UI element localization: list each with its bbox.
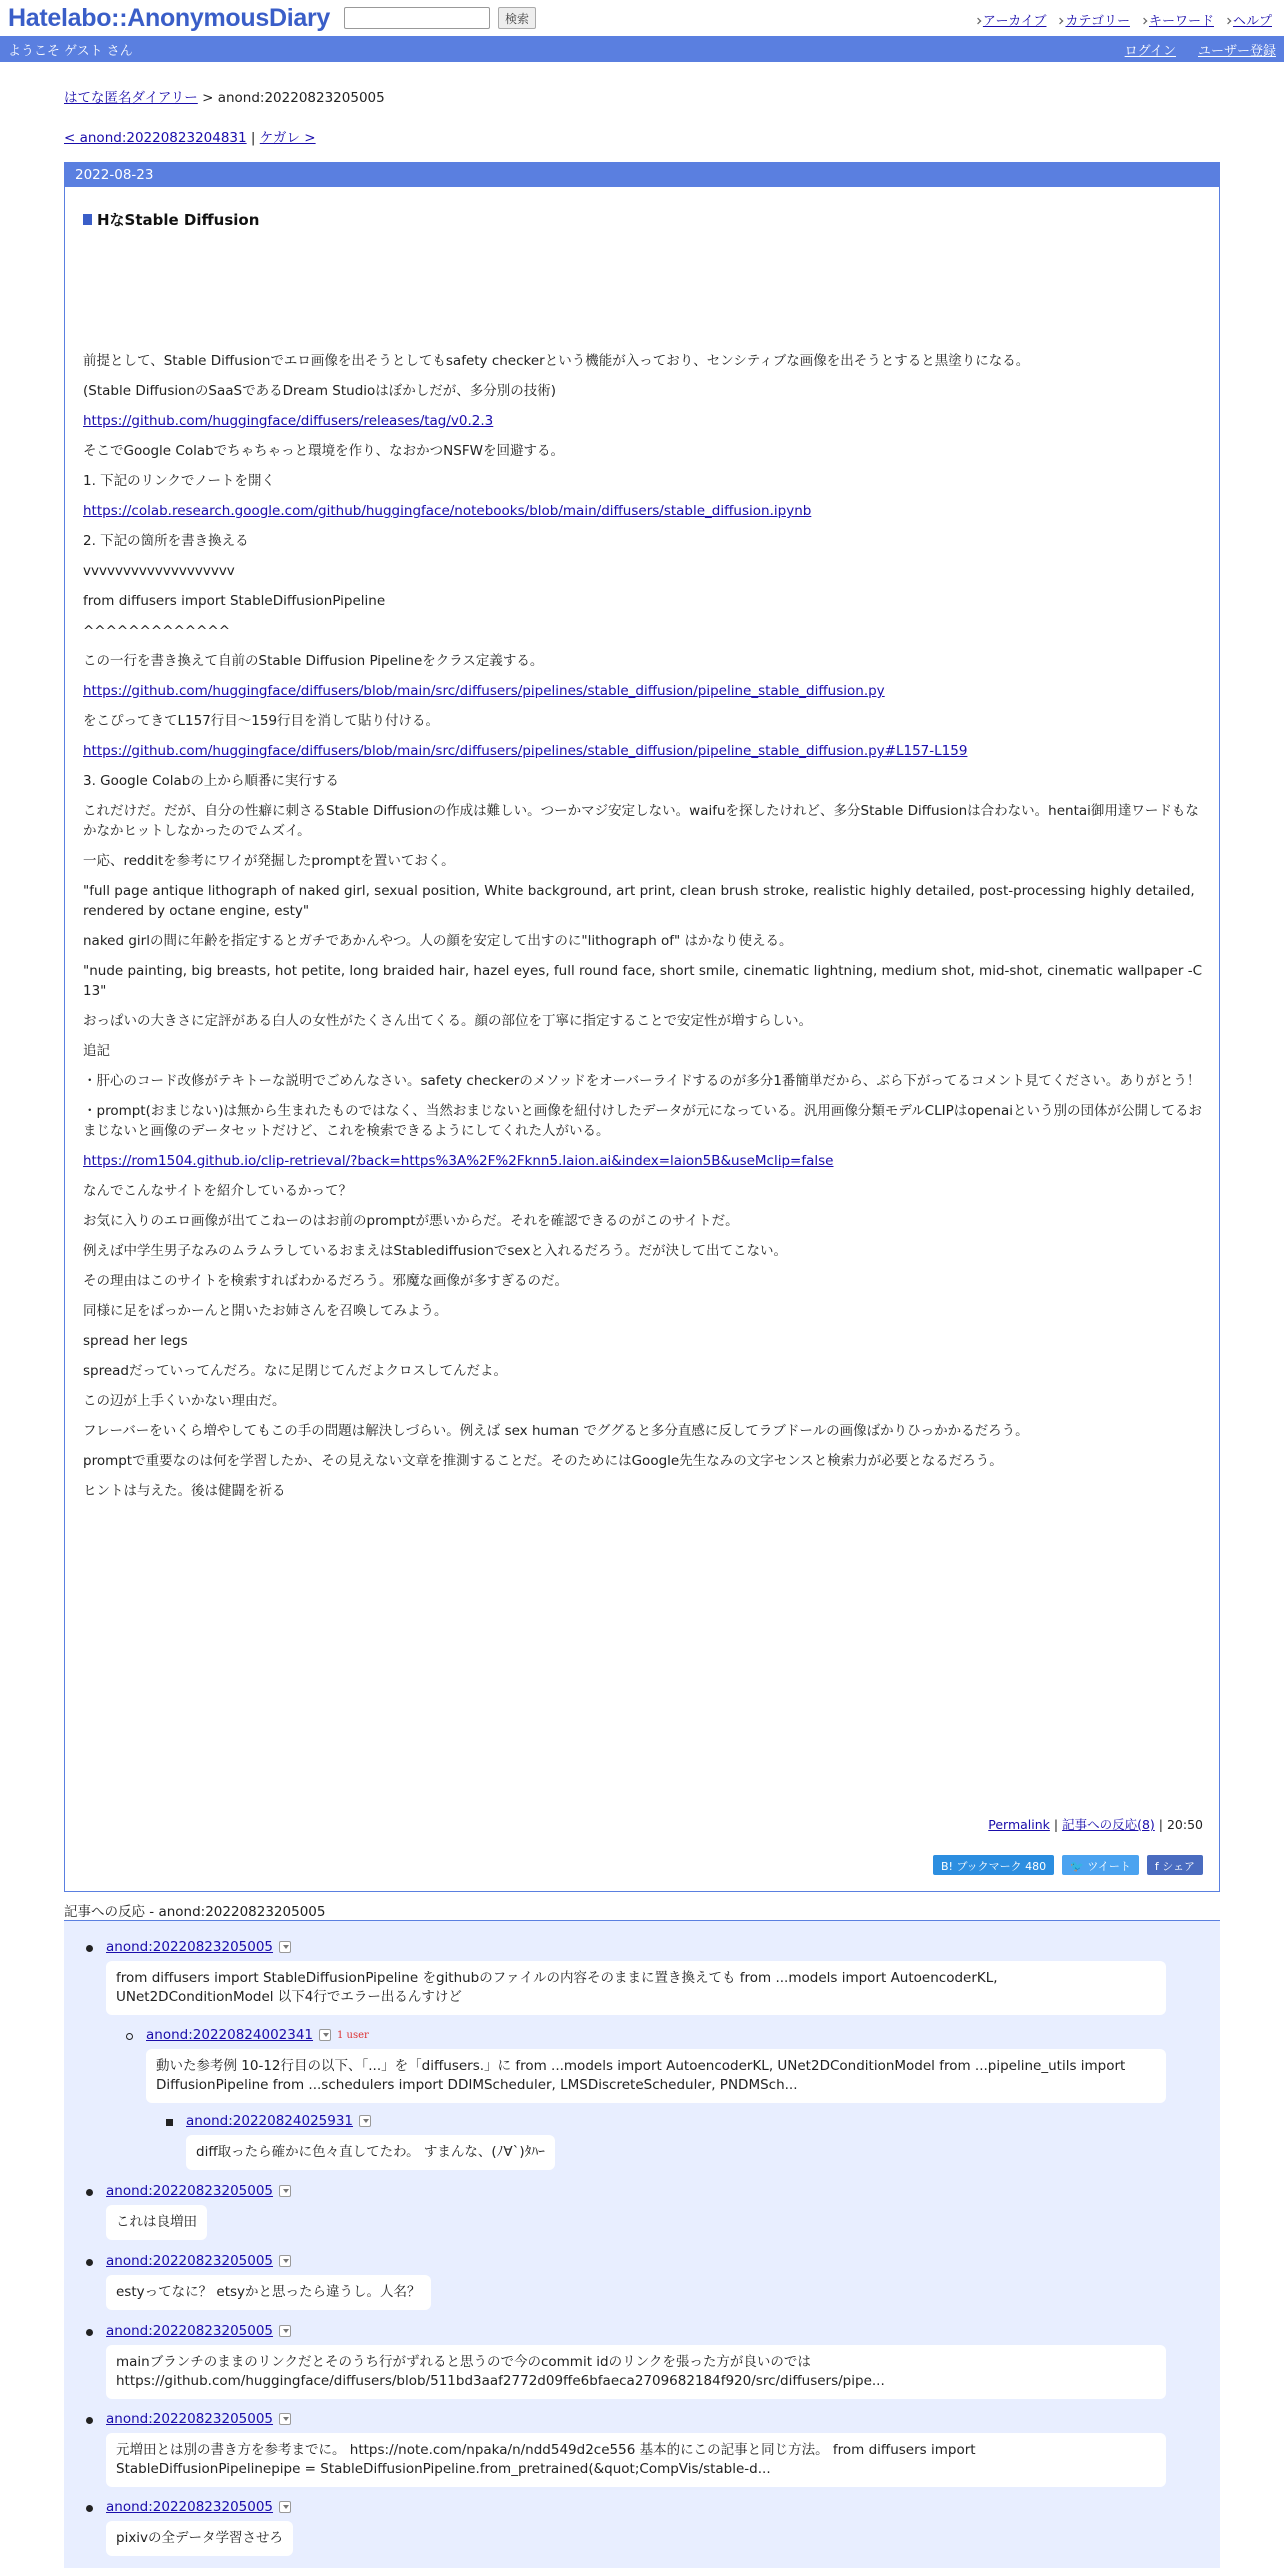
reaction-header <box>106 2183 291 2199</box>
entry-paragraph: from diffusers import StableDiffusionPipeline <box>83 593 386 609</box>
arrow-icon <box>1141 18 1148 25</box>
entry-paragraph: 1. 下記のリンクでノートを開く <box>83 473 275 489</box>
entry-paragraph: なんでこんなサイトを紹介しているかって？ <box>83 1183 353 1199</box>
prevnext-sep: | <box>246 130 260 146</box>
entry-paragraph[interactable] <box>83 1151 1203 1171</box>
reaction-item <box>106 2411 1166 2487</box>
reaction-item <box>106 1939 1166 2015</box>
entry-paragraph: お気に入りのエロ画像が出てこねーのはお前のpromptが悪いからだ。それを確認できるのがこのサイトだ。 <box>83 1213 739 1229</box>
entry-paragraph: vvvvvvvvvvvvvvvvvvv <box>83 563 235 579</box>
reaction-excerpt: 元増田とは別の書き方を参考までに。 https://note.com/npaka/n/ndd549d2ce556 基本的にこの記事と同じ方法。 from diffusers import StableDiffusionPipelinepipe = StableDiffusionPipeline.from_pretrained(&quot;CompVis/stable-d... <box>106 2433 1166 2487</box>
entry-paragraph: フレーバーをいくら増やしてもこの手の問題は解決しづらい。例えば sex human でググると多分直感に反してラブドールの画像ばかりひっかかるだろう。 <box>83 1423 1029 1439</box>
reaction-id-link[interactable]: anond:20220823205005 <box>106 2499 274 2515</box>
prev-next-nav <box>64 126 316 146</box>
entry-paragraph[interactable] <box>83 411 1203 431</box>
arrow-icon <box>1225 18 1232 25</box>
reaction-header <box>106 2499 293 2515</box>
reaction-excerpt: pixivの全データ学習させろ <box>106 2521 293 2556</box>
entry-link[interactable]: https://github.com/huggingface/diffusers/releases/tag/v0.2.3 <box>83 413 494 429</box>
reaction-id-link[interactable]: anond:20220823205005 <box>106 1939 274 1955</box>
list-bullet <box>126 2033 133 2040</box>
reaction-id-link[interactable]: anond:20220823205005 <box>106 2411 274 2427</box>
search-button[interactable]: 検索 <box>498 7 536 29</box>
arrow-icon <box>975 18 982 25</box>
entry-date: 2022-08-23 <box>65 163 1219 187</box>
entry-footer: Permalink | 記事への反応(8) | 20:50 <box>988 1817 1203 1832</box>
reaction-item <box>146 2027 1166 2103</box>
entry-body <box>83 351 1203 1511</box>
entry-paragraph: ヒントは与えた。後は健闘を祈る <box>83 1483 286 1499</box>
share-buttons <box>933 1855 1203 1875</box>
entry-paragraph: ・肝心のコード改修がテキトーな説明でごめんなさい。safety checkerのメソッドをオーバーライドするのが多分1番簡単だから、ぶら下がってるコメント見てください。ありがとう！ <box>83 1073 1201 1089</box>
list-bullet <box>86 1945 93 1952</box>
list-bullet <box>86 2417 93 2424</box>
entry-paragraph: spreadだっていってんだろ。なに足閉じてんだよクロスしてんだよ。 <box>83 1363 508 1379</box>
list-bullet <box>86 2189 93 2196</box>
reaction-excerpt: mainブランチのままのリンクだとそのうち行がずれると思うので今のcommit idのリンクを張った方が良いのでは https://github.com/huggingface/diffusers/blob/511bd3aaf2772d09ffe6bfaeca2709682184f920/src/diffusers/pipe... <box>106 2345 1166 2399</box>
title-square-icon[interactable] <box>83 214 92 225</box>
search-input[interactable] <box>344 7 490 29</box>
list-bullet <box>86 2259 93 2266</box>
list-bullet <box>86 2329 93 2336</box>
reaction-header <box>106 2323 1166 2339</box>
nav-category[interactable]: カテゴリー <box>1065 14 1130 29</box>
entry-paragraph: ・prompt(おまじない)は無から生まれたものではなく、当然おまじないと画像を紐付けしたデータが元になっている。汎用画像分類モデルCLIPはopenaiという別の団体が公開してるおまじないと画像のデータセットだけど、これを検索できるようにしてくれた人がいる。 <box>83 1103 1202 1139</box>
entry-paragraph: spread her legs <box>83 1333 188 1349</box>
reactions-panel <box>64 1921 1220 2568</box>
entry-link[interactable]: https://github.com/huggingface/diffusers/blob/main/src/diffusers/pipelines/stable_diffusion/pipeline_stable_diffusion.py#L157-L159 <box>83 743 968 759</box>
entry-paragraph: をこぴってきてL157行目～159行目を消して貼り付ける。 <box>83 713 440 729</box>
reaction-excerpt: estyってなに？ etsyかと思ったら違うし。人名？ <box>106 2275 431 2310</box>
reaction-item <box>106 2323 1166 2399</box>
user-count-badge[interactable]: 1 user <box>337 2029 369 2041</box>
entry-paragraph: 前提として、Stable Diffusionでエロ画像を出そうとしてもsafety checkerという機能が入っており、センシティブな画像を出そうとすると黒塗りになる。 <box>83 353 1030 369</box>
entry-paragraph: ^^^^^^^^^^^^^ <box>83 623 231 639</box>
dropdown-icon[interactable] <box>279 1941 291 1953</box>
entry-paragraph: "nude painting, big breasts, hot petite, long braided hair, hazel eyes, full round face, short smile, cinematic lightning, medium shot, mid-shot, cinematic wallpaper -C 13" <box>83 963 1202 999</box>
reaction-header <box>106 2253 431 2269</box>
reaction-item <box>106 2183 291 2240</box>
reaction-id-link[interactable]: anond:20220823205005 <box>106 2183 274 2199</box>
diary-entry <box>64 162 1220 1892</box>
register-link[interactable]: ユーザー登録 <box>1197 43 1276 59</box>
entry-paragraph: 例えば中学生男子なみのムラムラしているおまえはStablediffusionでsexと入れるだろう。だが決して出てこない。 <box>83 1243 787 1259</box>
top-nav <box>974 10 1272 29</box>
reaction-header <box>106 2411 1166 2427</box>
dropdown-icon[interactable] <box>279 2501 291 2513</box>
reaction-header <box>186 2113 555 2129</box>
reaction-item <box>186 2113 555 2170</box>
entry-paragraph: その理由はこのサイトを検索すればわかるだろう。邪魔な画像が多すぎるのだ。 <box>83 1273 569 1289</box>
reaction-excerpt: 動いた参考例 10-12行目の以下、「...」を「diffusers.」に from ...models import AutoencoderKL, UNet2DConditionModel from ...pipeline_utils import DiffusionPipeline from ...schedulers import DDIMScheduler, LMSDiscreteScheduler, PNDMSch... <box>146 2049 1166 2103</box>
breadcrumb-sep: > <box>197 90 218 106</box>
list-bullet <box>166 2119 173 2126</box>
share-label: シェア <box>1162 1860 1195 1873</box>
dropdown-icon[interactable] <box>319 2029 331 2041</box>
entry-paragraph: "full page antique lithograph of naked girl, sexual position, White background, art print, clean brush stroke, realistic highly detailed, post-processing highly detailed, rendered by octane engine, esty" <box>83 883 1195 919</box>
entry-paragraph[interactable] <box>83 501 1203 521</box>
entry-paragraph: 2. 下記の箇所を書き換える <box>83 533 249 549</box>
reaction-excerpt: diff取ったら確かに色々直してたわ。 すまんな、(ﾉ∀`)ﾀﾊｰ <box>186 2135 555 2170</box>
reaction-id-link[interactable]: anond:20220824002341 <box>146 2027 314 2043</box>
welcome-text: ようこそ ゲスト さん <box>8 43 133 59</box>
entry-paragraph: (Stable DiffusionのSaaSであるDream Studioはぼかしだが、多分別の技術) <box>83 383 557 399</box>
reaction-item <box>106 2253 431 2310</box>
entry-time: 20:50 <box>1166 1817 1203 1832</box>
entry-paragraph[interactable] <box>83 681 1203 701</box>
entry-paragraph: そこでGoogle Colabでちゃちゃっと環境を作り、なおかつNSFWを回避する。 <box>83 443 564 459</box>
dropdown-icon[interactable] <box>279 2413 291 2425</box>
reactions-link[interactable]: 記事への反応(8) <box>1062 1817 1155 1832</box>
reaction-id-link[interactable]: anond:20220823205005 <box>106 2323 274 2339</box>
permalink-link[interactable]: Permalink <box>988 1817 1050 1832</box>
entry-paragraph[interactable] <box>83 741 1203 761</box>
facebook-share-button[interactable] <box>1147 1855 1203 1875</box>
nav-help[interactable]: ヘルプ <box>1232 14 1272 29</box>
entry-paragraph: この辺が上手くいかない理由だ。 <box>83 1393 286 1409</box>
entry-link[interactable]: https://github.com/huggingface/diffusers/blob/main/src/diffusers/pipelines/stable_diffusion/pipeline_stable_diffusion.py <box>83 683 885 699</box>
reaction-excerpt: from diffusers import StableDiffusionPipeline をgithubのファイルの内容そのままに置き換えても from ...models import AutoencoderKL, UNet2DConditionModel 以下4行でエラー出るんすけど <box>106 1961 1166 2015</box>
reaction-excerpt: これは良増田 <box>106 2205 207 2240</box>
next-entry-link[interactable]: ケガレ > <box>259 130 316 146</box>
entry-paragraph: 3. Google Colabの上から順番に実行する <box>83 773 339 789</box>
site-logo[interactable]: Hatelabo::AnonymousDiary <box>8 3 331 32</box>
dropdown-icon[interactable] <box>279 2185 291 2197</box>
breadcrumb-home[interactable]: はてな匿名ダイアリー <box>64 90 198 106</box>
reaction-header <box>146 2027 1166 2043</box>
entry-paragraph: おっぱいの大きさに定評がある白人の女性がたくさん出てくる。顔の部位を丁寧に指定することで安定性が増すらしい。 <box>83 1013 812 1029</box>
dropdown-icon[interactable] <box>279 2325 291 2337</box>
entry-title-text: HなStable Diffusion <box>97 211 260 229</box>
prev-entry-link[interactable]: < anond:20220823204831 <box>64 130 247 146</box>
nav-archive[interactable]: アーカイブ <box>982 14 1047 29</box>
entry-link[interactable]: https://rom1504.github.io/clip-retrieval/?back=https%3A%2F%2Fknn5.laion.ai&index=laion5B&useMclip=false <box>83 1153 834 1169</box>
reaction-id-link[interactable]: anond:20220824025931 <box>186 2113 354 2129</box>
entry-paragraph: この一行を書き換えて自前のStable Diffusion Pipelineをクラス定義する。 <box>83 653 544 669</box>
welcome-bar <box>0 36 1284 62</box>
dropdown-icon[interactable] <box>279 2255 291 2267</box>
entry-paragraph: promptで重要なのは何を学習したか、その見えない文章を推測することだ。そのためにはGoogle先生なみの文字センスと検索力が必要となるだろう。 <box>83 1453 1003 1469</box>
twitter-icon: 🐦 <box>1070 1860 1088 1873</box>
dropdown-icon[interactable] <box>359 2115 371 2127</box>
list-bullet <box>86 2505 93 2512</box>
tweet-button[interactable] <box>1062 1855 1139 1875</box>
nav-keyword[interactable]: キーワード <box>1148 14 1214 29</box>
login-link[interactable]: ログイン <box>1124 43 1176 59</box>
entry-paragraph: これだけだ。だが、自分の性癖に刺さるStable Diffusionの作成は難しい。つーかマジ安定しない。waifuを探したけれど、多分Stable Diffusionは合わない。hentai御用達ワードもなかなかヒットしなかったのでムズイ。 <box>83 803 1199 839</box>
reaction-header <box>106 1939 1166 1955</box>
tweet-label: ツイート <box>1087 1860 1131 1873</box>
reactions-heading: 記事への反応 - anond:20220823205005 <box>64 1904 326 1920</box>
entry-paragraph: 追記 <box>83 1043 110 1059</box>
breadcrumb-current: anond:20220823205005 <box>217 90 385 106</box>
facebook-icon: f <box>1154 1860 1163 1873</box>
reaction-item <box>106 2499 293 2556</box>
hatebu-button[interactable]: B! ブックマーク 480 <box>933 1855 1054 1875</box>
entry-title <box>83 209 259 230</box>
top-header <box>0 0 1284 36</box>
reaction-id-link[interactable]: anond:20220823205005 <box>106 2253 274 2269</box>
entry-paragraph: 同様に足をぱっかーんと開いたお姉さんを召喚してみよう。 <box>83 1303 448 1319</box>
entry-paragraph: naked girlの間に年齢を指定するとガチであかんやつ。人の顔を安定して出すのに"lithograph of" はかなり使える。 <box>83 933 793 949</box>
arrow-icon <box>1057 18 1064 25</box>
entry-link[interactable]: https://colab.research.google.com/github/huggingface/notebooks/blob/main/diffusers/stable_diffusion.ipynb <box>83 503 812 519</box>
breadcrumb <box>64 86 385 106</box>
entry-paragraph: 一応、redditを参考にワイが発掘したpromptを置いておく。 <box>83 853 455 869</box>
